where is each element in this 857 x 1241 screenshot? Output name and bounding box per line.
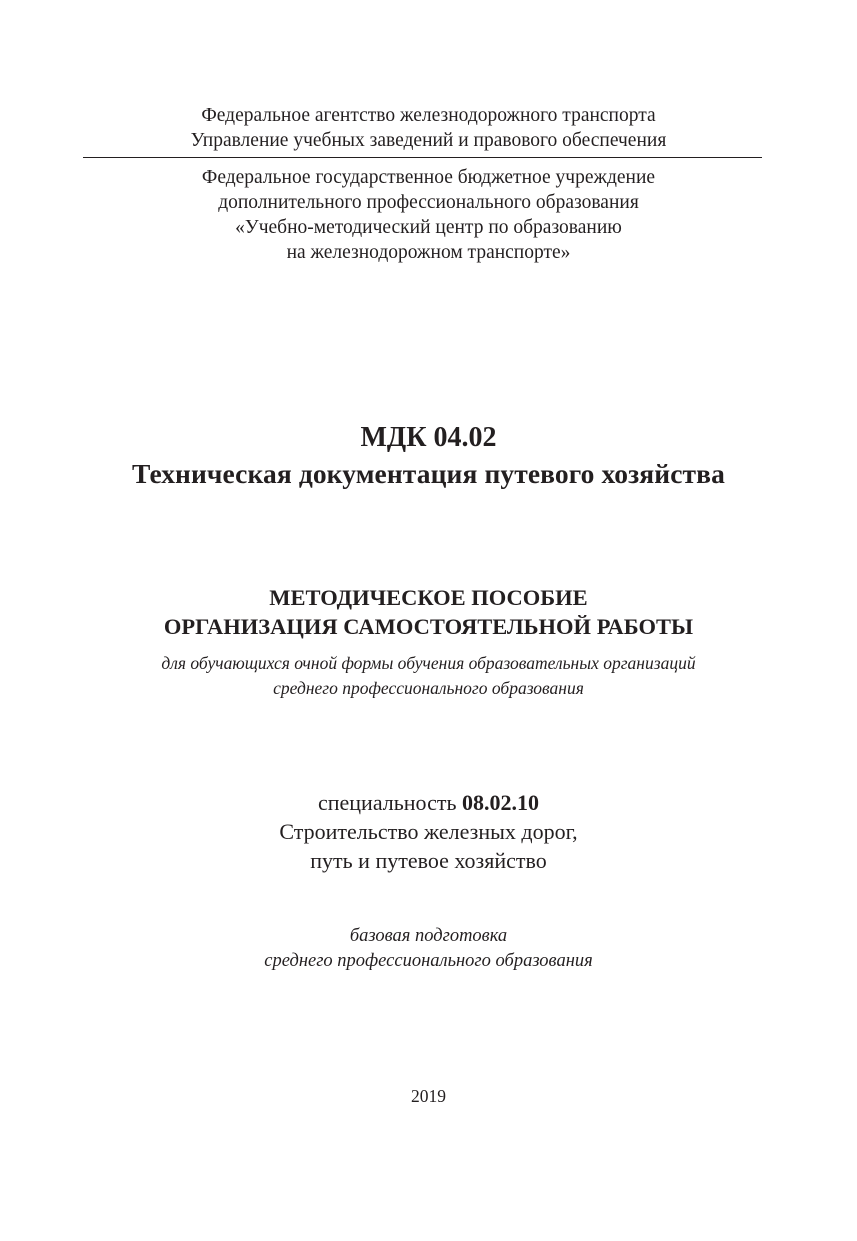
specialty-label: специальность [317,790,463,815]
specialty-block [0,788,857,875]
institution-line-2: дополнительного профессионального образования [218,192,639,213]
specialty-code: 08.02.10 [462,790,540,815]
manual-type: МЕТОДИЧЕСКОЕ ПОСОБИЕ [269,585,588,610]
course-heading [0,420,857,492]
institution-block [0,165,857,265]
specialty-name-line-2: путь и путевое хозяйство [310,848,547,873]
audience-note [0,651,857,701]
institution-line-4: на железнодорожном транспорте» [286,242,571,263]
training-level [0,924,857,974]
publication-year [0,1084,857,1108]
year-text: 2019 [411,1086,446,1106]
institution-line-3: «Учебно-методический центр по образованию [235,217,622,238]
training-level-line-2: среднего профессионального образования [264,951,593,971]
department-name: Управление учебных заведений и правового обеспечения [190,130,667,151]
audience-line-2: среднего профессионального образования [273,678,584,698]
specialty-line [0,788,857,817]
header-divider [83,157,762,158]
manual-subject: ОРГАНИЗАЦИЯ САМОСТОЯТЕЛЬНОЙ РАБОТЫ [163,614,694,639]
specialty-name-line-1: Строительство железных дорог, [279,819,578,844]
audience-line-1: для обучающихся очной формы обучения образовательных организаций [161,653,696,673]
manual-heading [0,583,857,641]
institution-line-1: Федеральное государственное бюджетное учреждение [201,167,656,188]
training-level-line-1: базовая подготовка [349,926,508,946]
agency-name: Федеральное агентство железнодорожного транспорта [201,105,656,126]
issuing-authority [0,103,857,153]
course-code: МДК 04.02 [360,422,497,453]
course-title: Техническая документация путевого хозяйства [132,458,725,489]
